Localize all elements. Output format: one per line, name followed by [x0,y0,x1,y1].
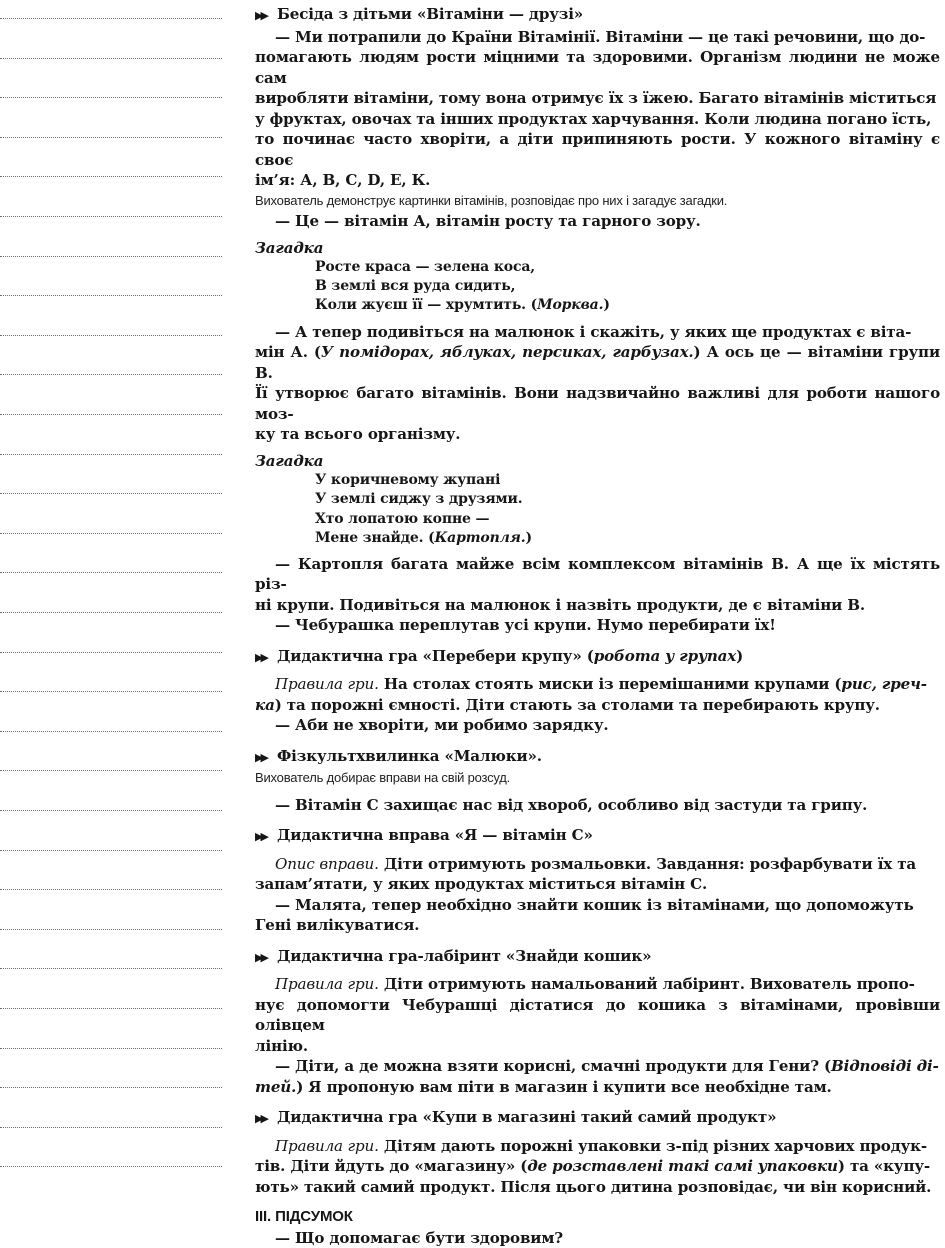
double-arrow-icon: ▶▶ [255,750,266,764]
section-heading [255,746,940,769]
heading-text: Дидактична гра-лабіринт «Знайди кошик» [277,946,652,965]
double-arrow-icon: ▶▶ [255,9,266,22]
paragraph [255,554,940,636]
poem-line: У коричневому жупані [315,472,501,489]
margin-note-line [0,216,222,217]
text-line: виробляти вітаміни, тому вона отримує їх з їжею. Багато вітамінів міститься [255,89,937,107]
teacher-note: Вихователь демонструє картинки вітамінів, розповідає про них і загадує загадки. [255,192,728,208]
margin-note-line [0,1008,222,1009]
margin-note-line [0,612,222,613]
paragraph [255,974,940,1097]
margin-note-line [0,572,222,573]
paragraph [255,674,940,736]
poem-line: Росте краса — зелена коса, [315,259,535,275]
text-line: нує допомогти Чебурашці дістатися до кошика з вітамінами, провівши олівцем [255,995,940,1035]
heading-text: Бесіда з дітьми «Вітаміни — друзі» [277,5,584,23]
heading-text: Дидактична вправа «Я — вітамін С» [277,826,593,845]
page-content [255,4,940,1248]
riddle-answer: Картопля. [434,529,526,546]
section-title: ІІІ. ПІДСУМОК [255,1208,353,1226]
riddle-title: Загадка [255,451,324,470]
margin-note-line [0,295,222,296]
text-line: ім’я: А, В, С, D, Е, К. [255,171,431,189]
paragraph [255,27,940,191]
margin-note-line [0,18,222,19]
paragraph: — Це — вітамін А, вітамін росту та гарного зору. [275,212,701,230]
text-line: то починає часто хворіти, а діти припиняють рости. У кожного вітаміну є своє [255,130,940,169]
margin-note-line [0,810,222,811]
double-arrow-icon: ▶▶ [255,950,266,964]
text-line: ють» такий самий продукт. Після цього дитина розповідає, чи він корисний. [255,1177,932,1196]
teacher-note: Вихователь добирає вправи на свій розсуд. [255,770,511,786]
section-heading [255,4,940,27]
paragraph [255,1136,940,1198]
paragraph-label: Опис вправи. [275,854,379,873]
margin-note-line [0,1048,222,1049]
paragraph-label: Правила гри. [275,675,379,694]
margin-note-line [0,731,222,732]
text-line: — Малята, тепер необхідно знайти кошик із вітамінами, що допоможуть [275,895,914,914]
section-heading [255,946,940,969]
poem-line: Коли жуєш її — хрумтить. (Морква.) [315,297,610,314]
paragraph [255,854,940,936]
poem-line: У землі сиджу з друзями. [315,491,523,508]
section-heading [255,825,940,848]
paragraph [255,322,940,445]
poem-line: Мене знайде. (Картопля.) [315,529,532,546]
text-line: — А тепер подивіться на малюнок і скажіть, у яких ще продуктах є віта- [275,322,912,341]
text-line: Правила гри. Дітям дають порожні упаковки з-під різних харчових продук- [275,1136,928,1155]
margin-note-line [0,1166,222,1167]
riddle-answer: Морква. [537,297,604,314]
riddle-poem [315,258,940,316]
text-line: — Аби не хворіти, ми робимо зарядку. [275,716,609,735]
margin-note-line [0,770,222,771]
paragraph: — Вітамін С захищає нас від хвороб, особливо від застуди та грипу. [275,795,868,814]
text-line: Гені вилікуватися. [255,916,420,935]
margin-note-line [0,256,222,257]
margin-note-line [0,335,222,336]
text-line: Опис вправи. Діти отримують розмальовки. Завдання: розфарбувати їх та [275,854,917,873]
text-line: мін А. (У помідорах, яблуках, персиках, гарбузах.) А ось це — вітаміни групи В. [255,343,940,382]
margin-note-line [0,929,222,930]
margin-note-line [0,850,222,851]
section-heading [255,646,940,669]
margin-note-line [0,176,222,177]
margin-note-line [0,968,222,969]
text-line: — Ми потрапили до Країни Вітамінії. Вітаміни — це такі речовини, що до- [275,27,926,46]
text-line: Її утворює багато вітамінів. Вони надзвичайно важливі для роботи нашого моз- [255,384,940,423]
riddle-poem [315,471,940,548]
poem-line: Хто лопатою копне — [315,510,490,527]
margin-note-line [0,414,222,415]
text-line: ні крупи. Подивіться на малюнок і назвіть продукти, де є вітаміни В. [255,595,866,614]
text-line: тів. Діти йдуть до «магазину» (де розставлені такі самі упаковки) та «купу- [255,1157,930,1176]
margin-note-line [0,1087,222,1088]
margin-note-line [0,493,222,494]
margin-note-line [0,454,222,455]
riddle-title: Загадка [255,238,324,257]
poem-line: В землі вся руда сидить, [315,278,516,295]
paragraph: — Що допомагає бути здоровим? [275,1228,563,1247]
text-line: лінію. [255,1036,308,1055]
section-heading [255,1107,940,1130]
double-arrow-icon: ▶▶ [255,1112,266,1126]
text-line: Правила гри. На столах стоять миски із перемішаними крупами (рис, греч- [275,675,927,694]
text-line: тей.) Я пропоную вам піти в магазин і купити все необхідне там. [255,1077,832,1096]
text-line: — Діти, а де можна взяти корисні, смачні продукти для Гени? (Відповіді ді- [275,1057,939,1076]
text-line: у фруктах, овочах та інших продуктах харчування. Коли людина погано їсть, [255,109,932,128]
text-line: — Чебурашка переплутав усі крупи. Нумо перебирати їх! [275,616,776,635]
paragraph-label: Правила гри. [275,1136,379,1155]
margin-note-line [0,652,222,653]
text-line: запам’ятати, у яких продуктах міститься вітамін С. [255,875,708,894]
margin-note-line [0,137,222,138]
margin-note-line [0,374,222,375]
paragraph-label: Правила гри. [275,975,379,994]
text-line: ка) та порожні ємності. Діти стають за столами та перебирають крупу. [255,695,880,714]
text-line: — Картопля багата майже всім комплексом вітамінів В. А ще їх містять різ- [255,554,940,594]
text-line: Правила гри. Діти отримують намальований лабіринт. Вихователь пропо- [275,975,915,994]
text-line: ку та всього організму. [255,425,461,444]
double-arrow-icon: ▶▶ [255,830,266,844]
heading-text: Фізкультхвилинка «Малюки». [277,746,542,765]
margin-notes-column [0,0,228,1200]
margin-note-line [0,97,222,98]
heading-text: Дидактична гра «Купи в магазині такий самий продукт» [277,1108,777,1127]
double-arrow-icon: ▶▶ [255,650,266,664]
margin-note-line [0,533,222,534]
margin-note-line [0,889,222,890]
margin-note-line [0,1127,222,1128]
margin-note-line [0,58,222,59]
heading-text: Дидактична гра «Перебери крупу» (робота у групах) [277,646,744,665]
margin-note-line [0,691,222,692]
text-line: помагають людям рости міцними та здоровими. Організм людини не може сам [255,48,940,87]
